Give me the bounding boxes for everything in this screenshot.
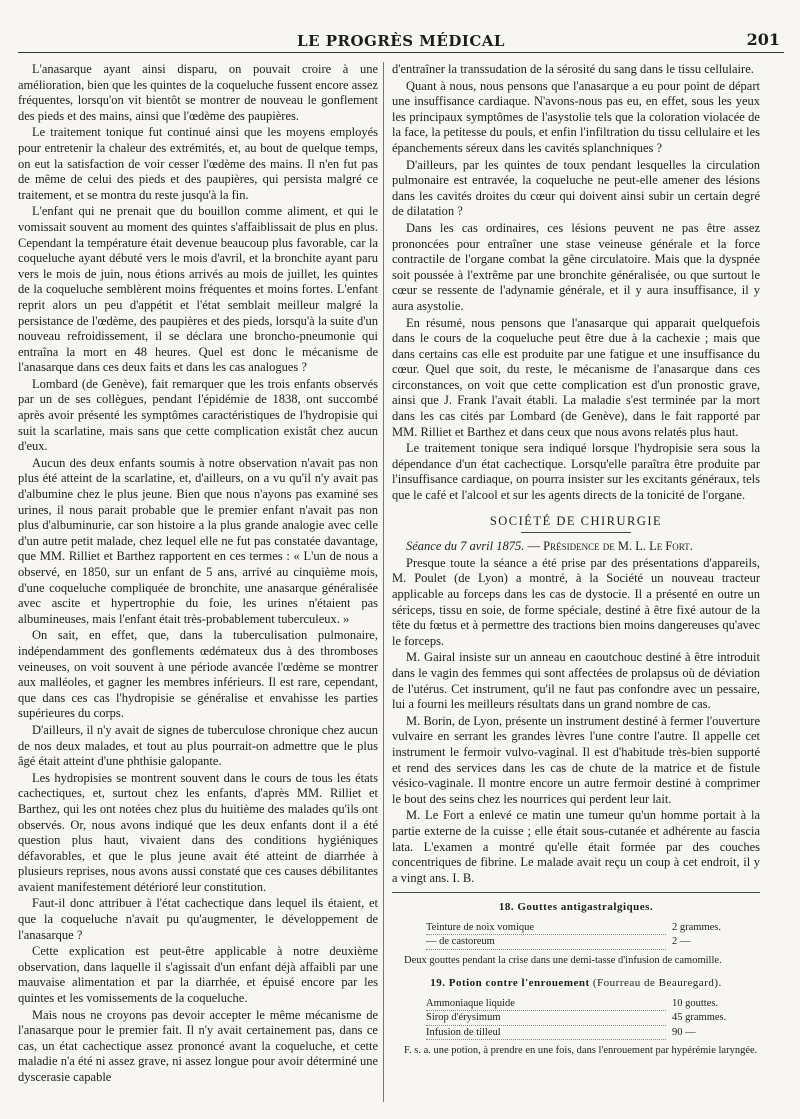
paragraph: On sait, en effet, que, dans la tuberculisation pulmonaire, indépendamment des gonflements œdémateux dus à des thromboses veineuses, on voit souvent à une période avancée l'œdème se montrer aux malléoles, et gagner les membres inférieurs. Il est rare, cependant, que dans ces cas l'hydropisie se généralise et envahisse les parties supérieures du corps. <box>18 628 378 721</box>
formula-ingredient <box>392 1026 760 1041</box>
paragraph: L'enfant qui ne prenait que du bouillon comme aliment, et qui le vomissait souvent au moment des quintes s'affaiblissait de plus en plus. Cependant la température était devenue beaucoup plus favorable, car la coqueluche ayant débuté vers le mois d'avril, et la bronchite ayant paru vers le mois de juin, nous étions arrivés au mois de juillet, les quintes de la coqueluche semblèrent moins fréquentes et moins fortes. L'enfant reprit alors un peu d'appétit et l'état semblait meilleur malgré la persistance de l'œdème, des paupières et des pieds, lorsqu'à la suite d'un nouveau refroidissement, il se déclara une broncho-pneumonie qui entraîna la mort en 48 heures. Quel est donc le mécanisme de l'anasarque dans ces deux faits et dans les cas analogues ? <box>18 204 378 375</box>
ingredient-quantity: 2 — <box>672 936 691 948</box>
paragraph: Dans les cas ordinaires, ces lésions peuvent ne pas être assez prononcées pour entraîner une stase veineuse générale et la force contractile de l'organe combat la gêne circulatoire. Mais que la dyspnée soit poussée à l'extrême par une bronchite généralisée, ou que surtout le cœur se ressente de l'adynamie générale, et il y aura insuffisance, il y aura asystolie. <box>392 220 760 313</box>
formula-note: Deux gouttes pendant la crise dans une demi-tasse d'infusion de camomille. <box>404 954 722 966</box>
formula-title-text: 18. Gouttes antigastralgiques. <box>498 901 654 914</box>
right-column <box>392 62 760 1112</box>
formula-ingredient <box>392 997 760 1012</box>
paragraph: Cette explication est peut-être applicable à notre deuxième observation, dans laquelle il s'agissait d'un enfant déjà affaibli par une mauvaise alimentation et par la diarrhée, et épuisé encore par les quintes et les vomissements de la coqueluche. <box>18 944 378 1006</box>
paragraph: Lombard (de Genève), fait remarquer que les trois enfants observés par un de ses collègues, pendant l'épidémie de 1838, ont succombé après avoir présenté les symptômes caractéristiques de l'hydropisie qui suit la scarlatine, mais sans que cette complication existât chez aucun d'eux. <box>18 376 378 454</box>
section-divider <box>521 532 631 533</box>
paragraph: d'entraîner la transsudation de la sérosité du sang dans le tissu cellulaire. <box>392 62 754 76</box>
formula-title <box>392 977 760 991</box>
paragraph: Quant à nous, nous pensons que l'anasarque a eu pour point de départ une insuffisance cardiaque. N'avons-nous pas eu, en effet, sous les yeux les principaux symptômes de l'asystolie tels que la coloration violacée de la face, la petitesse du pouls, et enfin l'infiltration du tissu cellulaire et les épanchements séreux dans les cavités splanchniques ? <box>392 78 760 155</box>
page-number: 201 <box>746 30 780 49</box>
paragraph: M. Gairal insiste sur un anneau en caoutchouc destiné à être introduit dans le vagin des femmes qui sont affectées de prolapsus où de déviation de l'utérus. Cet instrument, qu'il ne faut pas confondre avec un pessaire, lui a fourni les meilleurs résultats dans un grand nombre de cas. <box>392 650 760 712</box>
session-heading <box>392 539 760 555</box>
paragraph: Le traitement tonique fut continué ainsi que les moyens employés pour entretenir la chaleur des extrémités, et, au bout de quelque temps, on eut la satisfaction de voir cesser l'œdème des mains. Il n'en fut pas de même de celui des pieds et des paupières, qui persista malgré ce traitement, et se montra du reste jusqu'à la fin. <box>18 125 378 202</box>
paragraph: Faut-il donc attribuer à l'état cachectique dans lequel ils étaient, et que la coqueluche n'avait pu qu'augmenter, le développement de l'anasarque ? <box>18 896 378 942</box>
formula-title-text: 19. Potion contre l'enrouement <box>430 977 590 990</box>
formula-note: F. s. a. une potion, à prendre en une fois, dans l'enrouement par hypérémie laryngée. <box>404 1045 758 1057</box>
ingredient-name: Teinture de noix vomique <box>426 921 666 936</box>
formula-ingredient <box>392 1011 760 1026</box>
ingredient-quantity: 90 — <box>672 1026 696 1038</box>
paragraph: En résumé, nous pensons que l'anasarque qui apparait quelquefois dans le cours de la coqueluche peut être due à la cachexie ; mais que dans certains cas elle est produite par une fatigue et une insuffisance du cœur. Quel que soit, du reste, le mécanisme de l'anasarque dans ces circonstances, on voit que cette complication est d'un pronostic grave, ainsi que J. Frank l'avait établi. La maladie s'est terminée par la mort dans les cas cités par Lombard (de Genève), dans le fait rapporté par MM. Rilliet et Barthez et dans ceux que nous avons relatés plus haut. <box>392 315 760 439</box>
section-title: SOCIÉTÉ DE CHIRURGIE <box>489 513 663 528</box>
session-date: Séance du 7 avril 1875. <box>406 539 525 554</box>
paragraph: D'ailleurs, il n'y avait de signes de tuberculose chronique chez aucun de nos deux malades, et tout au plus pourrait-on admettre que le plus âgé était atteint d'une phthisie galopante. <box>18 722 378 769</box>
left-column <box>18 62 378 1112</box>
paragraph: D'ailleurs, par les quintes de toux pendant lesquelles la circulation pulmonaire est entravée, la coqueluche ne peut-elle amener des lésions dans les cavités droites du cœur qui doivent ainsi subir un certain degré de dilatation ? <box>392 157 760 219</box>
paragraph: Aucun des deux enfants soumis à notre observation n'avait pas non plus été atteint de la scarlatine, et, d'ailleurs, on a vu qu'il n'y avait pas d'albumine chez le plus jeune. Bien que nous n'ayons pas examiné ses urines, il nous parait probable que le premier enfant n'avait pas non plus d'albuminurie, car son histoire a la plus grande analogie avec celle d'un autre petit malade, chez lequel elle ne fut pas constatée davantage, que MM. Rilliet et Barthez rapportent en ces termes : « L'un de nous a observé, en 1850, sur un enfant de 5 ans, arrivé au cinquième mois, d'une coqueluche compliquée de bronchite, une anasarque généralisée avec ascite et hypertrophie du foie, les urines n'étaient pas albumineuses, mais l'enfant était très-probablement tuberculeux. » <box>18 455 378 626</box>
ingredient-quantity: 10 gouttes. <box>672 997 719 1009</box>
paragraph: M. Borin, de Lyon, présente un instrument destiné à fermer l'ouverture vulvaire en serrant les grandes lèvres l'une contre l'autre. Il appelle cet instrument le fermoir vulvo-vaginal. Il est d'habitude très-bien supporté et rend des services dans les cas de chute de la matrice et de fistule vésico-vaginale. Il montre encore un autre fermoir destiné à comprimer le bout des seins chez les nourrices qui perdent leur lait. <box>392 713 760 806</box>
paragraph: L'anasarque ayant ainsi disparu, on pouvait croire à une amélioration, bien que les quintes de la coqueluche fussent encore assez fréquentes, lorsqu'on vit bientôt se montrer de nouveau le gonflement des pieds et des mains, ainsi que l'œdème des paupières. <box>18 62 378 123</box>
formula-subtitle: (Fourreau de Beauregard). <box>592 977 722 990</box>
formula-ingredient <box>392 935 760 950</box>
column-divider <box>383 62 384 1102</box>
paragraph: Presque toute la séance a été prise par des présentations d'appareils, M. Poulet (de Lyon) a montré, à la Société un nouveau tracteur applicable au forceps dans les cas de dystocie. Il a présenté en outre un sériceps, tissu en soie, de forme spéciale, destiné à être fixé autour de la tête du fœtus et à permettre des tractions bien moins dangereuses qu'avec le forceps. <box>392 555 760 648</box>
ingredient-quantity: 45 grammes. <box>672 1012 727 1024</box>
running-header <box>18 30 784 53</box>
ingredient-quantity: 2 grammes. <box>672 921 721 933</box>
ingredient-name: Ammoniaque liquide <box>426 997 666 1012</box>
ingredient-name: Infusion de tilleul <box>426 1026 666 1041</box>
formula-ingredient <box>392 921 760 936</box>
ingredient-name: — de castoreum <box>426 935 666 950</box>
ingredient-name: Sirop d'érysimum <box>426 1011 666 1026</box>
paragraph: Mais nous ne croyons pas devoir accepter le même mécanisme de l'anasarque pour le premier fait. Il n'y avait certainement pas, dans ce cas, un état cachectique assez prononcé avant la coqueluche, et cette maladie n'a été ni assez grave, ni assez longue pour avoir déterminé une dyscerasie capable <box>18 1007 378 1084</box>
paragraph: M. Le Fort a enlevé ce matin une tumeur qu'un homme portait à la partie externe de la cuisse ; elle était sous-cutanée et adhérente au fascia lata. L'examen a montré qu'elle était formée par des couches concentriques de fibrine. Le malade avait reçu un coup à cet endroit, il y a vingt ans. I. B. <box>392 808 760 885</box>
journal-title: LE PROGRÈS MÉDICAL <box>297 32 505 50</box>
formula-title <box>392 901 760 915</box>
session-presidency: — Présidence de M. L. Le Fort. <box>527 539 693 554</box>
formulary-section <box>392 892 760 1058</box>
paragraph: Les hydropisies se montrent souvent dans le cours de tous les états cachectiques, et, surtout chez les enfants, d'après MM. Rilliet et Barthez, qui les ont notées chez plus du huitième des malades qu'ils ont observés. Or, nous avons indiqué que les deux enfants dont il a été question plus haut, vivaient dans des conditions hygiéniques défavorables, et que le plus jeune avait été atteint de diarrhée à plusieurs reprises, nous avons aussi constaté que ces causes débilitantes avaient manifestement détérioré leur constitution. <box>18 770 378 894</box>
paragraph: Le traitement tonique sera indiqué lorsque l'hydropisie sera sous la dépendance d'un état cachectique. Lorsqu'elle paraîtra être produite par l'insuffisance cardiaque, on pourra insister sur les excitants généraux, tels que le café et l'alcool et sur les agents directs de la tonicité de l'organe. <box>392 441 760 503</box>
